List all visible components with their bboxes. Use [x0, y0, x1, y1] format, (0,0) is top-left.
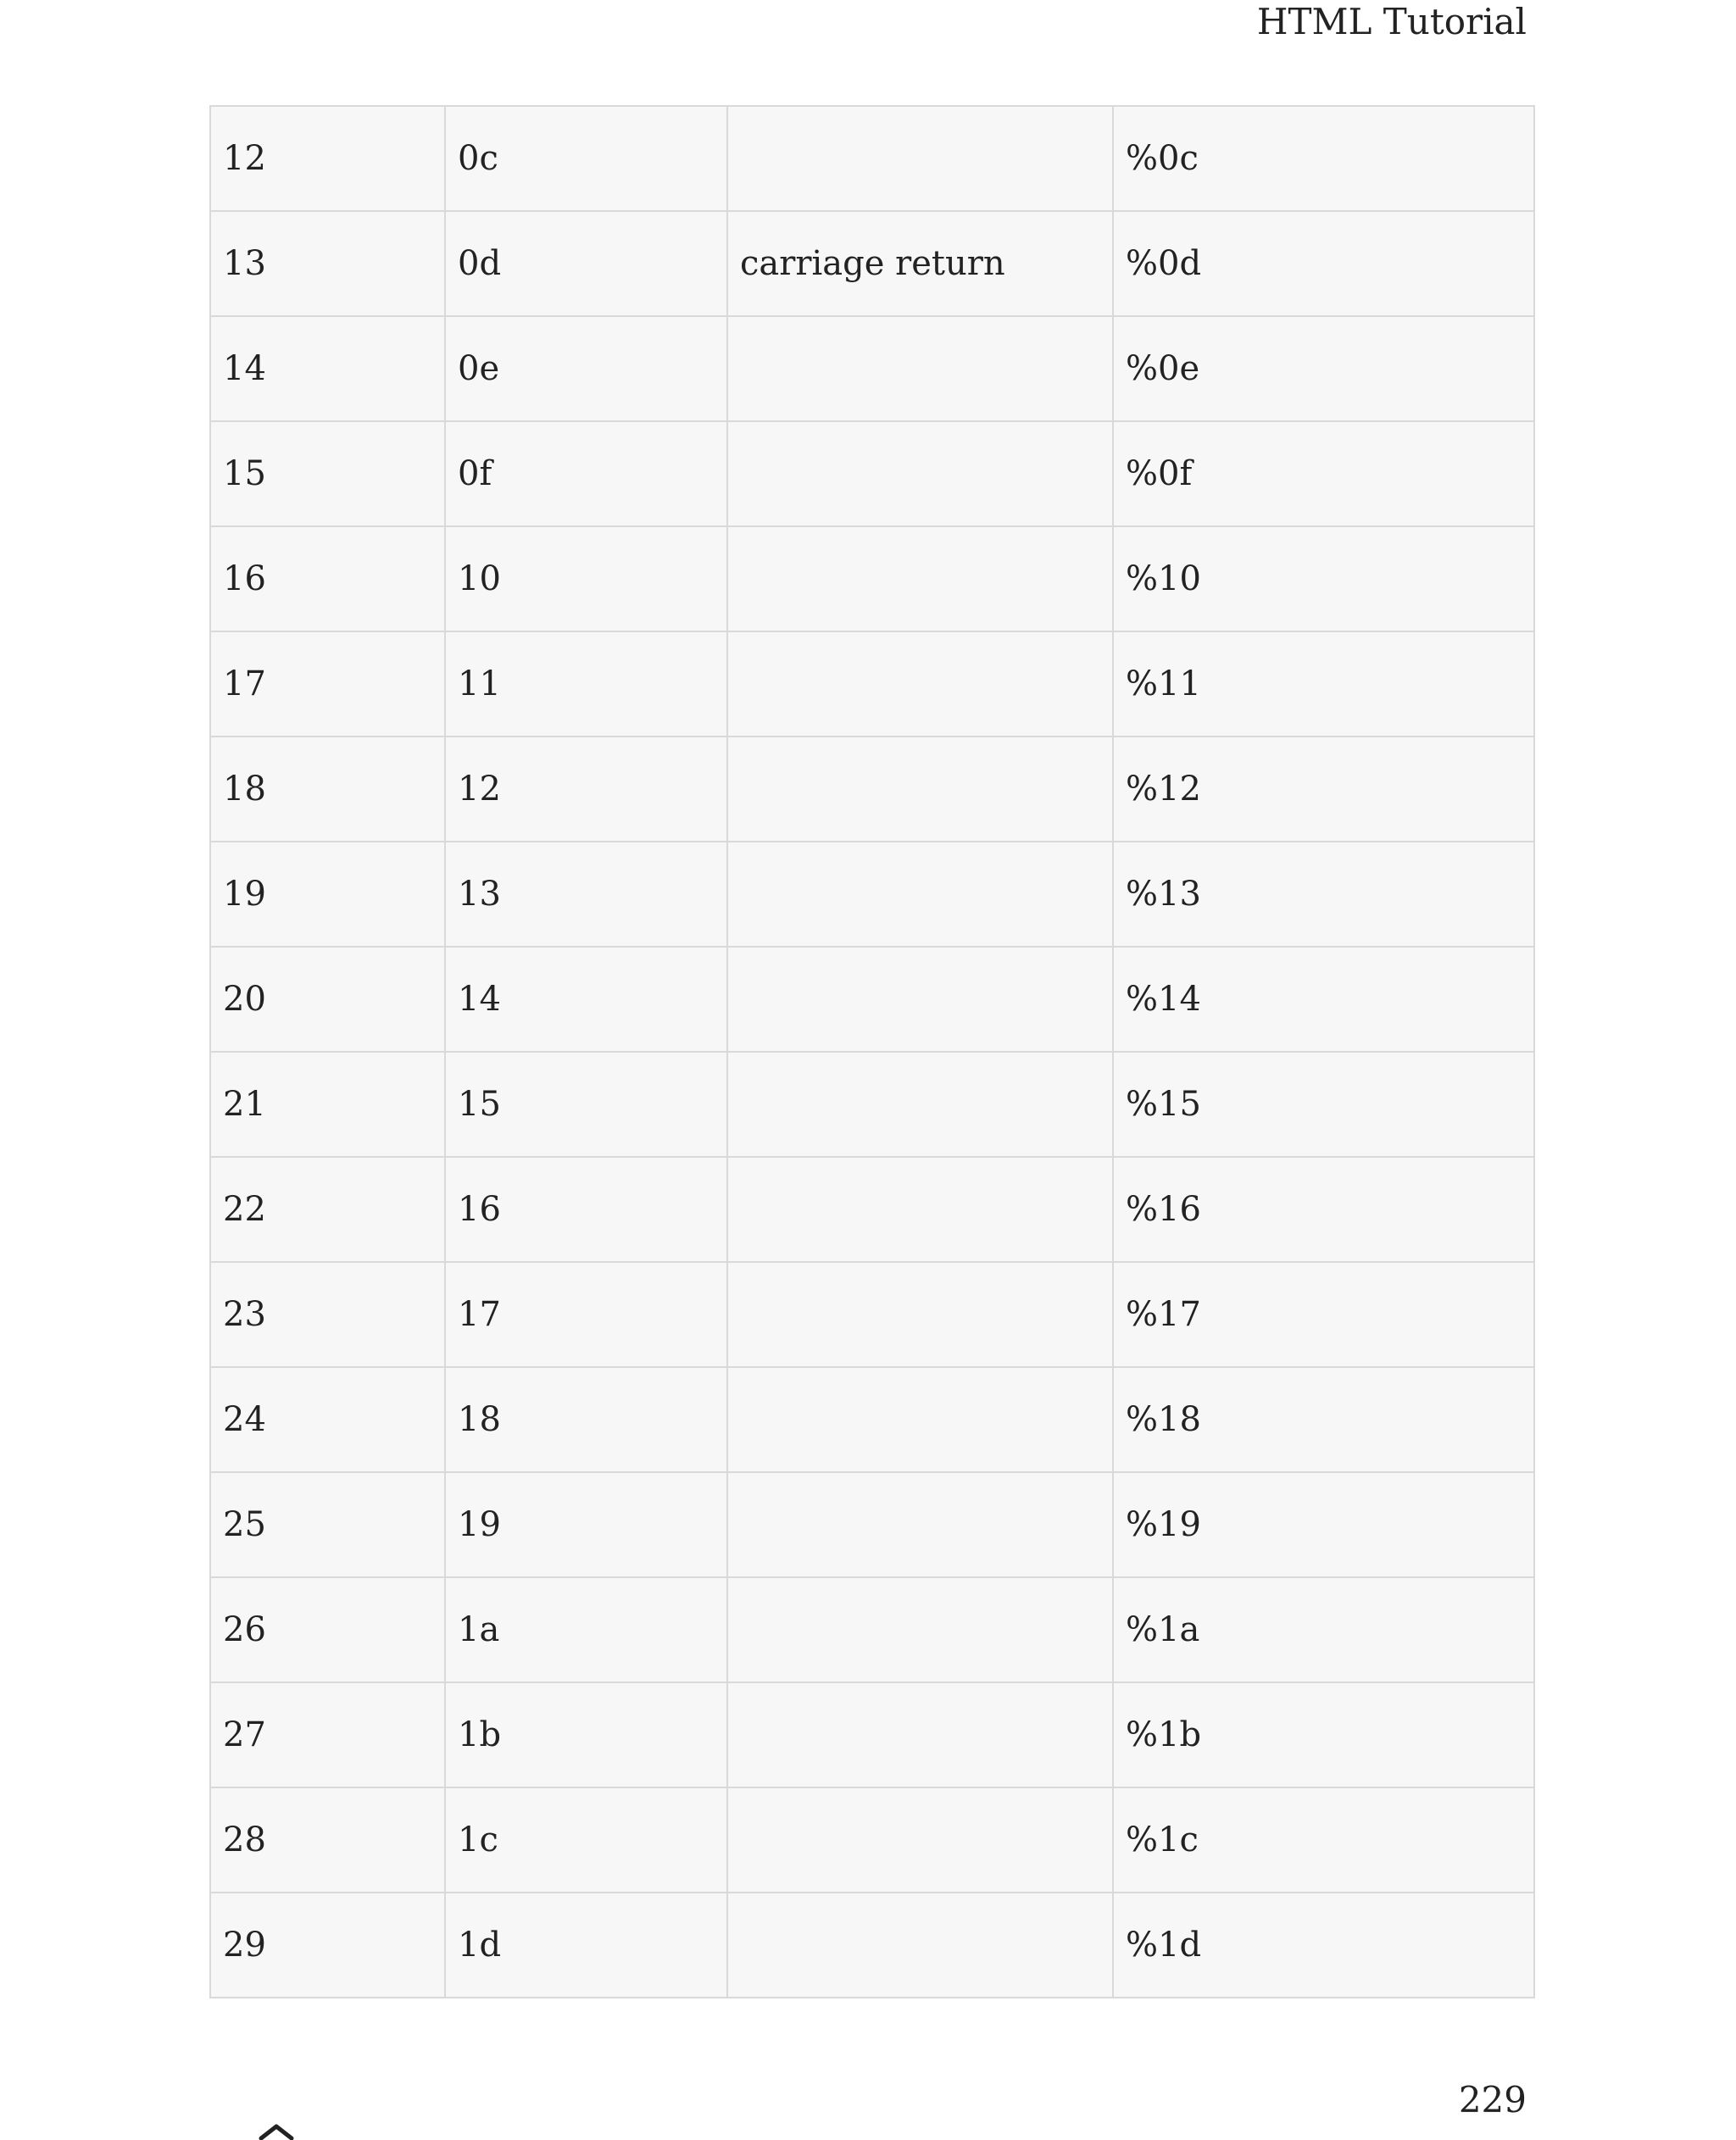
- cell-description: [727, 736, 1113, 842]
- cell-encoded: %13: [1113, 842, 1534, 947]
- table-row: [210, 1893, 1534, 1998]
- cell-decimal: 23: [210, 1262, 445, 1367]
- page-number: 229: [1458, 2079, 1527, 2121]
- table-row: [210, 1787, 1534, 1893]
- cell-description: [727, 106, 1113, 211]
- cell-decimal: 20: [210, 947, 445, 1052]
- cell-hex: 13: [445, 842, 727, 947]
- cell-description: [727, 631, 1113, 736]
- cell-decimal: 21: [210, 1052, 445, 1157]
- cell-description: [727, 1367, 1113, 1472]
- cell-decimal: 13: [210, 211, 445, 316]
- ascii-table-container: [209, 105, 1533, 1998]
- cell-decimal: 25: [210, 1472, 445, 1577]
- cell-description: [727, 1262, 1113, 1367]
- cell-description: [727, 1577, 1113, 1682]
- cell-encoded: %1b: [1113, 1682, 1534, 1787]
- cell-encoded: %18: [1113, 1367, 1534, 1472]
- cell-decimal: 22: [210, 1157, 445, 1262]
- cell-description: [727, 947, 1113, 1052]
- cell-hex: 15: [445, 1052, 727, 1157]
- cell-encoded: %16: [1113, 1157, 1534, 1262]
- table-row: [210, 842, 1534, 947]
- cell-hex: 19: [445, 1472, 727, 1577]
- cell-hex: 1c: [445, 1787, 727, 1893]
- cell-encoded: %15: [1113, 1052, 1534, 1157]
- table-row: [210, 1052, 1534, 1157]
- cell-decimal: 24: [210, 1367, 445, 1472]
- cell-encoded: %0c: [1113, 106, 1534, 211]
- cell-decimal: 18: [210, 736, 445, 842]
- cell-hex: 1a: [445, 1577, 727, 1682]
- table-row: [210, 421, 1534, 526]
- cell-hex: 0c: [445, 106, 727, 211]
- chevron-up-icon[interactable]: [256, 2123, 297, 2140]
- cell-description: carriage return: [727, 211, 1113, 316]
- cell-description: [727, 526, 1113, 631]
- cell-decimal: 27: [210, 1682, 445, 1787]
- table-row: [210, 1157, 1534, 1262]
- table-row: [210, 947, 1534, 1052]
- cell-encoded: %11: [1113, 631, 1534, 736]
- cell-hex: 1b: [445, 1682, 727, 1787]
- cell-description: [727, 842, 1113, 947]
- cell-encoded: %12: [1113, 736, 1534, 842]
- cell-decimal: 15: [210, 421, 445, 526]
- cell-hex: 16: [445, 1157, 727, 1262]
- cell-encoded: %19: [1113, 1472, 1534, 1577]
- cell-encoded: %0e: [1113, 316, 1534, 421]
- table-row: [210, 1367, 1534, 1472]
- table-body: [210, 106, 1534, 1998]
- cell-hex: 0e: [445, 316, 727, 421]
- cell-hex: 0d: [445, 211, 727, 316]
- cell-description: [727, 1157, 1113, 1262]
- cell-description: [727, 1052, 1113, 1157]
- cell-decimal: 17: [210, 631, 445, 736]
- cell-encoded: %1c: [1113, 1787, 1534, 1893]
- cell-encoded: %10: [1113, 526, 1534, 631]
- cell-encoded: %0d: [1113, 211, 1534, 316]
- cell-decimal: 16: [210, 526, 445, 631]
- table-row: [210, 1577, 1534, 1682]
- table-row: [210, 1262, 1534, 1367]
- cell-hex: 12: [445, 736, 727, 842]
- cell-decimal: 12: [210, 106, 445, 211]
- cell-encoded: %17: [1113, 1262, 1534, 1367]
- cell-decimal: 28: [210, 1787, 445, 1893]
- table-row: [210, 211, 1534, 316]
- cell-hex: 0f: [445, 421, 727, 526]
- cell-hex: 1d: [445, 1893, 727, 1998]
- cell-hex: 18: [445, 1367, 727, 1472]
- table-row: [210, 526, 1534, 631]
- cell-description: [727, 1472, 1113, 1577]
- cell-encoded: %14: [1113, 947, 1534, 1052]
- table-row: [210, 106, 1534, 211]
- cell-decimal: 14: [210, 316, 445, 421]
- cell-encoded: %0f: [1113, 421, 1534, 526]
- running-header-title: HTML Tutorial: [1256, 1, 1527, 42]
- cell-description: [727, 421, 1113, 526]
- cell-hex: 14: [445, 947, 727, 1052]
- cell-decimal: 19: [210, 842, 445, 947]
- table-row: [210, 1472, 1534, 1577]
- table-row: [210, 631, 1534, 736]
- table-row: [210, 1682, 1534, 1787]
- table-row: [210, 736, 1534, 842]
- cell-encoded: %1a: [1113, 1577, 1534, 1682]
- table-row: [210, 316, 1534, 421]
- cell-decimal: 26: [210, 1577, 445, 1682]
- cell-hex: 11: [445, 631, 727, 736]
- cell-description: [727, 1682, 1113, 1787]
- cell-description: [727, 1893, 1113, 1998]
- cell-description: [727, 1787, 1113, 1893]
- cell-description: [727, 316, 1113, 421]
- ascii-encoding-table: [209, 105, 1535, 1998]
- cell-encoded: %1d: [1113, 1893, 1534, 1998]
- cell-hex: 10: [445, 526, 727, 631]
- cell-hex: 17: [445, 1262, 727, 1367]
- cell-decimal: 29: [210, 1893, 445, 1998]
